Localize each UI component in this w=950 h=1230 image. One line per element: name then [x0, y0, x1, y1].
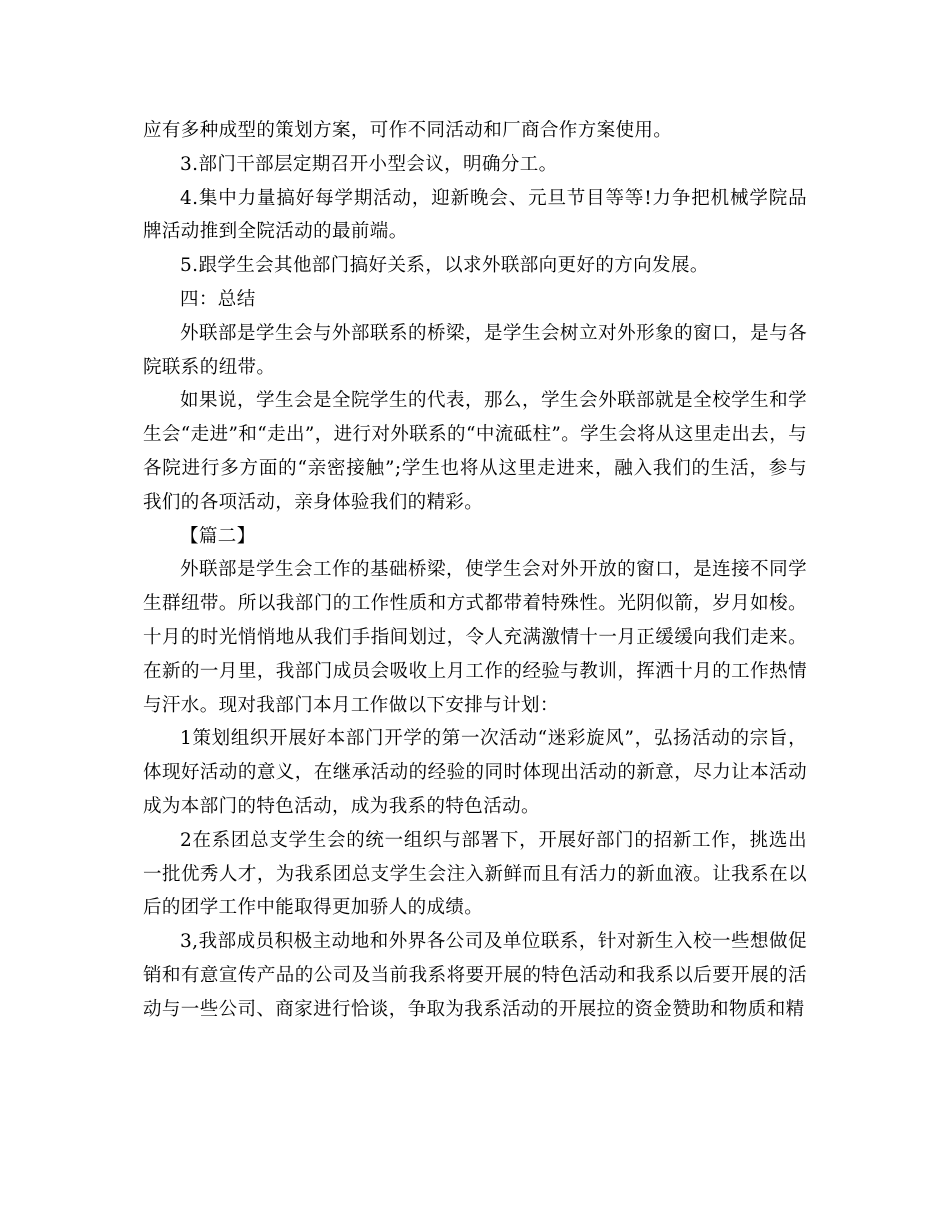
paragraph-intro: 外联部是学生会工作的基础桥梁，使学生会对外开放的窗口，是连接不同学生群纽带。所以我部门的工作性质和方式都带着特殊性。光阴似箭，岁月如梭。十月的时光悄悄地从我们手指间划过，令人充满激情十一月正缓缓向我们走来。在新的一月里，我部门成员会吸收上月工作的经验与教训，挥洒十月的工作热情与汗水。现对我部门本月工作做以下安排与计划：: [143, 559, 807, 716]
document-body: [143, 114, 807, 1027]
section-heading-summary: 四：总结: [180, 288, 256, 310]
paragraph-plan-1: 1策划组织开展好本部门开学的第一次活动“迷彩旋风”，弘扬活动的宗旨，体现好活动的意义，在继承活动的经验的同时体现出活动的新意，尽力让本活动成为本部门的特色活动，成为我系的特色活动。: [143, 728, 807, 817]
paragraph-item-4: 4.集中力量搞好每学期活动，迎新晚会、元旦节目等等!力争把机械学院品牌活动推到全院活动的最前端。: [143, 187, 807, 243]
paragraph-plan-3: 3,我部成员积极主动地和外界各公司及单位联系，针对新生入校一些想做促销和有意宣传产品的公司及当前我系将要开展的特色活动和我系以后要开展的活动与一些公司、商家进行恰谈，争取为我系活动的开展拉的资金赞助和物质和精: [143, 931, 807, 1020]
paragraph-plan-2: 2在系团总支学生会的统一组织与部署下，开展好部门的招新工作，挑选出一批优秀人才，为我系团总支学生会注入新鲜而且有活力的新血液。让我系在以后的团学工作中能取得更加骄人的成绩。: [143, 829, 807, 919]
paragraph-summary-2: 如果说，学生会是全院学生的代表，那么，学生会外联部就是全校学生和学生会“走进”和“走出”，进行对外联系的“中流砥柱”。学生会将从这里走出去，与各院进行多方面的“亲密接触”;学生也将从这里走进来，融入我们的生活，参与我们的各项活动，亲身体验我们的精彩。: [143, 390, 807, 513]
paragraph-continuation: 应有多种成型的策划方案，可作不同活动和厂商合作方案使用。: [143, 120, 673, 141]
paragraph-item-3: 3.部门干部层定期召开小型会议，明确分工。: [180, 153, 558, 175]
paragraph-summary-1: 外联部是学生会与外部联系的桥梁，是学生会树立对外形象的窗口，是与各院联系的纽带。: [143, 322, 807, 378]
section-heading-part-two: 【篇二】: [180, 525, 256, 547]
paragraph-item-5: 5.跟学生会其他部门搞好关系，以求外联部向更好的方向发展。: [180, 255, 709, 277]
